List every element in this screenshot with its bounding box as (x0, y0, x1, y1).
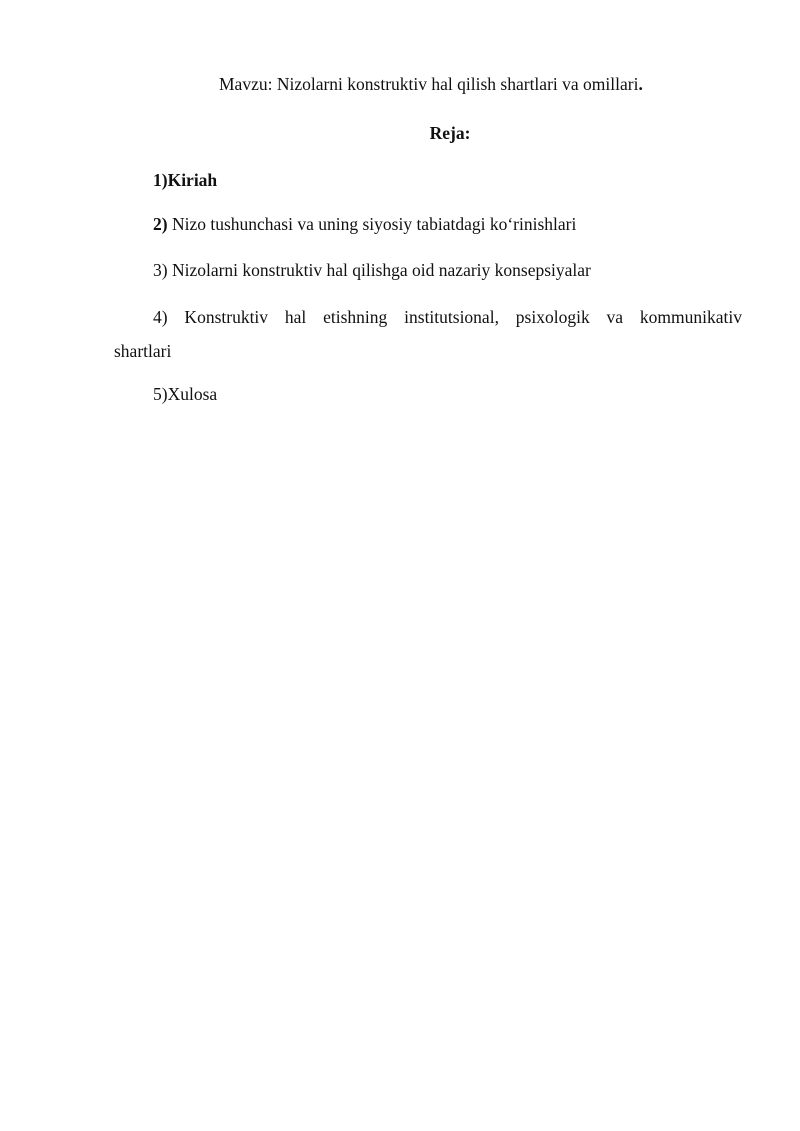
plan-item-2 (153, 213, 576, 235)
plan-item-4-continuation: shartlari (114, 341, 172, 361)
plan-item-5: 5)Xulosa (153, 384, 218, 404)
plan-item-1: 1)Kiriah (153, 170, 218, 190)
plan-heading: Reja: (429, 123, 471, 143)
plan-item-4: 4) Konstruktiv hal etishning institutsional, psixologik va kommunikativ (153, 307, 742, 327)
plan-item-3: 3) Nizolarni konstruktiv hal qilishga oid nazariy konsepsiyalar (153, 260, 591, 280)
title-period: . (638, 74, 643, 94)
document-title (219, 73, 643, 95)
plan-item-2-number: 2) (153, 214, 168, 234)
plan-item-2-text: Nizo tushunchasi va uning siyosiy tabiatdagi ko‘rinishlari (167, 214, 577, 234)
title-text: Mavzu: Nizolarni konstruktiv hal qilish shartlari va omillari (219, 74, 639, 94)
